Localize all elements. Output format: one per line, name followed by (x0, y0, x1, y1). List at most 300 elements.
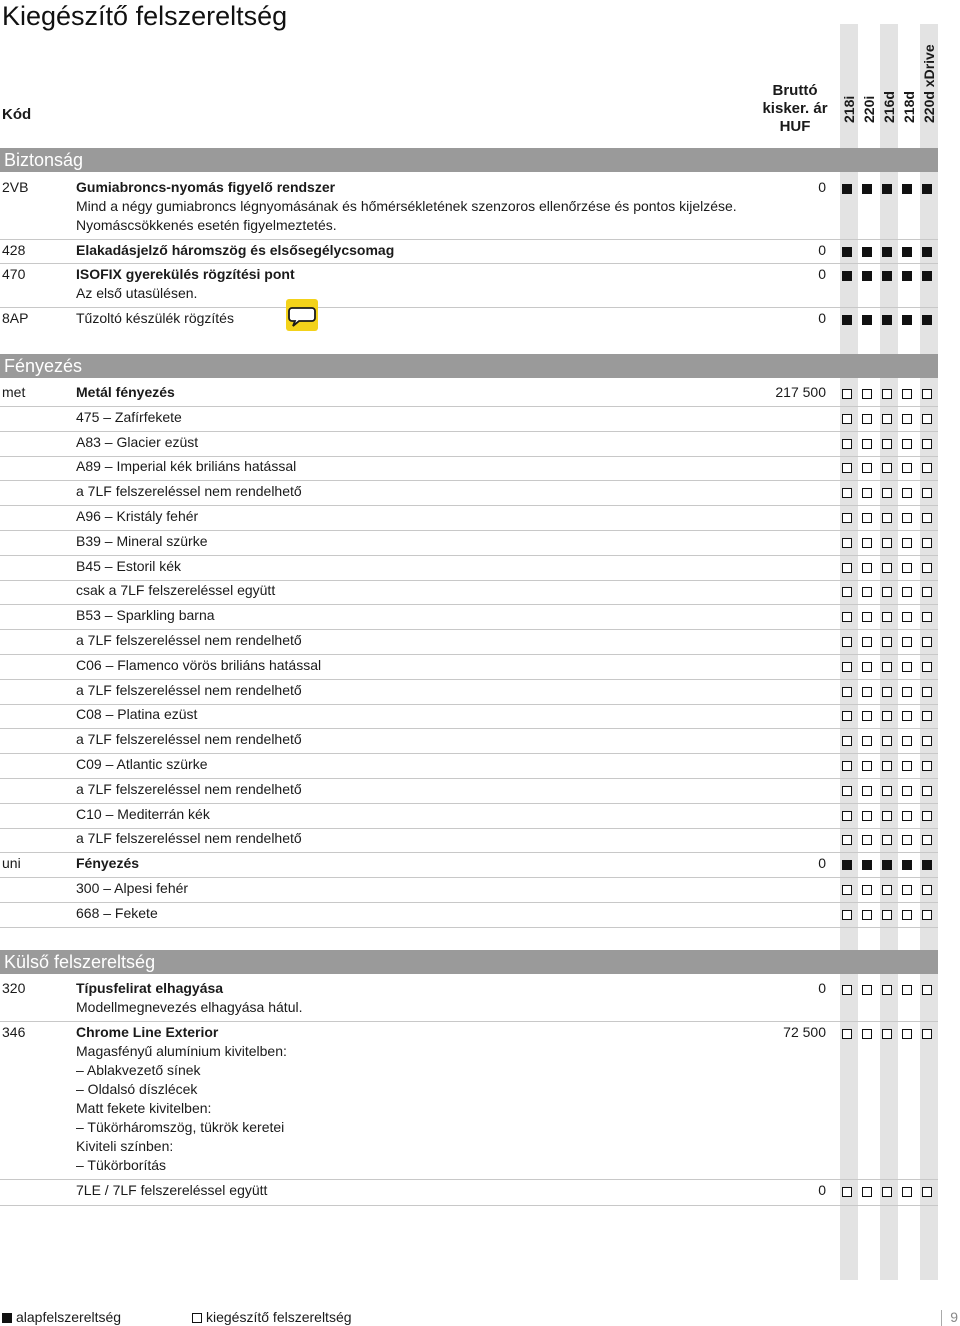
option-price: 0 (818, 310, 826, 326)
option-code: 8AP (2, 310, 29, 326)
option-description (76, 581, 746, 600)
empty-square-icon (862, 488, 872, 498)
filled-square-icon (862, 247, 872, 257)
option-price: 0 (818, 266, 826, 282)
option-description (76, 631, 746, 650)
empty-square-icon (882, 612, 892, 622)
empty-square-icon (862, 538, 872, 548)
empty-square-icon (922, 1029, 932, 1039)
option-name: B39 – Mineral szürke (76, 532, 208, 549)
empty-square-icon (902, 488, 912, 498)
availability-marks (838, 555, 938, 580)
code-column-header: Kód (2, 106, 32, 123)
availability-marks (838, 827, 938, 852)
option-name: Chrome Line Exterior (76, 1024, 219, 1040)
empty-square-icon (882, 563, 892, 573)
availability-marks (838, 977, 938, 1021)
empty-square-icon (902, 389, 912, 399)
option-name: B45 – Estoril kék (76, 557, 182, 574)
empty-square-icon (882, 513, 892, 523)
empty-square-icon (882, 736, 892, 746)
option-price: 0 (818, 1182, 826, 1198)
option-description (76, 979, 746, 1017)
empty-square-icon (842, 662, 852, 672)
empty-square-icon (922, 1187, 932, 1197)
option-code: 428 (2, 242, 26, 258)
option-description (76, 656, 746, 675)
filled-square-icon (922, 860, 932, 870)
empty-square-icon (922, 587, 932, 597)
filled-square-icon (922, 315, 932, 325)
option-name: C08 – Platina ezüst (76, 706, 198, 723)
option-price: 0 (818, 179, 826, 195)
empty-square-icon (842, 439, 852, 449)
availability-marks (838, 1179, 938, 1205)
filled-square-icon (2, 1313, 12, 1323)
option-code: 346 (2, 1024, 26, 1040)
availability-marks (838, 307, 938, 333)
option-name: Gumiabroncs-nyomás figyelő rendszer (76, 179, 336, 195)
empty-square-icon (842, 1029, 852, 1039)
filled-square-icon (902, 247, 912, 257)
empty-square-icon (882, 439, 892, 449)
empty-square-icon (922, 563, 932, 573)
option-name: a 7LF felszereléssel nem rendelhető (76, 632, 302, 648)
table-row (0, 239, 938, 264)
empty-square-icon (862, 414, 872, 424)
empty-square-icon (882, 687, 892, 697)
empty-square-icon (922, 910, 932, 920)
empty-square-icon (922, 985, 932, 995)
empty-square-icon (922, 711, 932, 721)
table-row (0, 263, 938, 308)
model-header-218i: 218i (841, 95, 857, 123)
availability-marks (838, 480, 938, 505)
empty-square-icon (862, 761, 872, 771)
empty-square-icon (902, 910, 912, 920)
empty-square-icon (192, 1313, 202, 1323)
option-detail: – Tükörháromszög, tükrök keretei (76, 1119, 285, 1135)
filled-square-icon (922, 247, 932, 257)
empty-square-icon (882, 1029, 892, 1039)
option-description (76, 507, 746, 526)
option-detail: Nyomáscsökkenés esetén figyelmeztetés. (76, 217, 337, 233)
empty-square-icon (842, 637, 852, 647)
empty-square-icon (922, 662, 932, 672)
empty-square-icon (922, 513, 932, 523)
table-row (0, 176, 938, 240)
availability-marks (838, 263, 938, 307)
empty-square-icon (842, 1187, 852, 1197)
empty-square-icon (922, 637, 932, 647)
option-name: a 7LF felszereléssel nem rendelhető (76, 780, 302, 797)
empty-square-icon (842, 910, 852, 920)
availability-marks (838, 239, 938, 263)
option-name: Metál fényezés (76, 384, 175, 400)
empty-square-icon (842, 761, 852, 771)
filled-square-icon (842, 184, 852, 194)
empty-square-icon (902, 662, 912, 672)
option-description (76, 904, 746, 923)
option-detail: – Tükörborítás (76, 1157, 167, 1173)
empty-square-icon (862, 711, 872, 721)
empty-square-icon (842, 538, 852, 548)
availability-marks (838, 1021, 938, 1179)
option-description (76, 805, 746, 824)
option-name: 475 – Zafírfekete (76, 408, 182, 425)
table-row (0, 1179, 938, 1206)
availability-marks (838, 530, 938, 555)
table-row (0, 827, 938, 853)
option-price: 0 (818, 980, 826, 996)
model-header-220i: 220i (861, 95, 877, 123)
option-detail: Matt fekete kivitelben: (76, 1100, 212, 1116)
empty-square-icon (902, 563, 912, 573)
availability-marks (838, 803, 938, 828)
filled-square-icon (902, 315, 912, 325)
availability-marks (838, 902, 938, 927)
empty-square-icon (862, 463, 872, 473)
empty-square-icon (882, 786, 892, 796)
filled-square-icon (842, 271, 852, 281)
availability-marks (838, 579, 938, 604)
empty-square-icon (842, 835, 852, 845)
option-name: A89 – Imperial kék briliáns hatással (76, 458, 297, 475)
option-name: ISOFIX gyerekülés rögzítési pont (76, 266, 295, 282)
filled-square-icon (862, 184, 872, 194)
empty-square-icon (842, 587, 852, 597)
empty-square-icon (882, 1187, 892, 1197)
table-row (0, 406, 938, 432)
empty-square-icon (882, 587, 892, 597)
empty-square-icon (862, 637, 872, 647)
table-row (0, 877, 938, 903)
empty-square-icon (882, 662, 892, 672)
filled-square-icon (902, 860, 912, 870)
empty-square-icon (902, 985, 912, 995)
table-row (0, 530, 938, 556)
empty-square-icon (842, 389, 852, 399)
availability-marks (838, 703, 938, 728)
option-detail: Kiviteli színben: (76, 1138, 174, 1154)
availability-marks (838, 778, 938, 803)
empty-square-icon (862, 985, 872, 995)
option-description (76, 265, 746, 303)
option-description (76, 178, 746, 235)
empty-square-icon (882, 835, 892, 845)
page-title: Kiegészítő felszereltség (2, 1, 288, 31)
empty-square-icon (842, 513, 852, 523)
table-row (0, 703, 938, 729)
table-row (0, 679, 938, 705)
filled-square-icon (842, 315, 852, 325)
option-name: a 7LF felszereléssel nem rendelhető (76, 681, 302, 698)
empty-square-icon (902, 761, 912, 771)
empty-square-icon (842, 736, 852, 746)
empty-square-icon (922, 736, 932, 746)
empty-square-icon (862, 389, 872, 399)
option-description (76, 532, 746, 551)
option-name: a 7LF felszereléssel nem rendelhető (76, 830, 302, 847)
filled-square-icon (882, 271, 892, 281)
empty-square-icon (842, 687, 852, 697)
option-description (76, 755, 746, 774)
section-header: Biztonság (0, 148, 938, 172)
availability-marks (838, 604, 938, 629)
empty-square-icon (882, 811, 892, 821)
table-row (0, 480, 938, 506)
table-row (0, 753, 938, 779)
option-description (76, 408, 746, 427)
option-code: met (2, 384, 26, 400)
empty-square-icon (922, 761, 932, 771)
option-name: C06 – Flamenco vörös briliáns hatással (76, 656, 322, 673)
empty-square-icon (922, 687, 932, 697)
empty-square-icon (862, 687, 872, 697)
option-description (76, 433, 746, 452)
empty-square-icon (882, 885, 892, 895)
empty-square-icon (902, 463, 912, 473)
empty-square-icon (922, 612, 932, 622)
availability-marks (838, 381, 938, 406)
option-price: 217 500 (775, 384, 826, 400)
table-row (0, 431, 938, 457)
table-row (0, 555, 938, 581)
filled-square-icon (862, 860, 872, 870)
empty-square-icon (842, 463, 852, 473)
option-code: 470 (2, 266, 26, 282)
empty-square-icon (882, 637, 892, 647)
table-row (0, 307, 938, 333)
price-column-header (752, 82, 838, 136)
filled-square-icon (902, 184, 912, 194)
filled-square-icon (882, 247, 892, 257)
option-description (76, 854, 746, 873)
option-detail: – Oldalsó díszlécek (76, 1081, 198, 1097)
option-description (76, 681, 746, 700)
model-header-216d: 216d (881, 91, 897, 123)
empty-square-icon (902, 637, 912, 647)
model-header-220d-xdrive: 220d xDrive (921, 44, 937, 123)
empty-square-icon (922, 414, 932, 424)
empty-square-icon (902, 587, 912, 597)
empty-square-icon (862, 885, 872, 895)
footer (0, 1308, 960, 1326)
empty-square-icon (862, 513, 872, 523)
option-code: 320 (2, 980, 26, 996)
empty-square-icon (882, 488, 892, 498)
price-header-line: kisker. ár (762, 100, 828, 117)
availability-marks (838, 877, 938, 902)
option-name: a 7LF felszereléssel nem rendelhető (76, 731, 302, 748)
option-description (76, 482, 746, 501)
empty-square-icon (862, 1029, 872, 1039)
option-description (76, 241, 746, 260)
option-detail: – Ablakvezető sínek (76, 1062, 201, 1078)
empty-square-icon (842, 811, 852, 821)
option-detail: Mind a négy gumiabroncs légnyomásának és hőmérsékletének szenzoros ellenőrzése és pontos kijelzése. (76, 198, 737, 214)
option-description (76, 705, 746, 724)
empty-square-icon (922, 538, 932, 548)
empty-square-icon (862, 563, 872, 573)
empty-square-icon (922, 885, 932, 895)
table-row (0, 629, 938, 655)
empty-square-icon (902, 1029, 912, 1039)
filled-square-icon (882, 860, 892, 870)
empty-square-icon (922, 488, 932, 498)
empty-square-icon (862, 786, 872, 796)
option-description (76, 1023, 746, 1175)
empty-square-icon (902, 538, 912, 548)
filled-square-icon (862, 315, 872, 325)
filled-square-icon (842, 860, 852, 870)
empty-square-icon (902, 786, 912, 796)
page-number-divider (941, 1310, 942, 1326)
section-header: Külső felszereltség (0, 950, 938, 974)
empty-square-icon (882, 985, 892, 995)
table-row (0, 778, 938, 804)
availability-marks (838, 679, 938, 704)
price-header-line: Bruttó (772, 82, 818, 99)
option-name: csak a 7LF felszereléssel együtt (76, 582, 276, 599)
table-row (0, 455, 938, 481)
availability-marks (838, 728, 938, 753)
option-description (76, 780, 746, 799)
table-row (0, 381, 938, 407)
table-row (0, 852, 938, 878)
empty-square-icon (882, 389, 892, 399)
option-price: 0 (818, 855, 826, 872)
empty-square-icon (922, 835, 932, 845)
option-description (76, 1181, 746, 1200)
table-row (0, 728, 938, 754)
availability-marks (838, 629, 938, 654)
option-description (76, 383, 746, 402)
filled-square-icon (862, 271, 872, 281)
empty-square-icon (902, 414, 912, 424)
availability-marks (838, 753, 938, 778)
empty-square-icon (842, 711, 852, 721)
table-row (0, 579, 938, 605)
table-row (0, 1021, 938, 1180)
empty-square-icon (902, 1187, 912, 1197)
empty-square-icon (902, 885, 912, 895)
empty-square-icon (842, 612, 852, 622)
option-description (76, 557, 746, 576)
empty-square-icon (922, 389, 932, 399)
availability-marks (838, 455, 938, 480)
empty-square-icon (862, 587, 872, 597)
option-description (76, 879, 746, 898)
option-name: Elakadásjelző háromszög és elsősegélycsomag (76, 242, 395, 258)
empty-square-icon (902, 711, 912, 721)
empty-square-icon (862, 835, 872, 845)
filled-square-icon (882, 315, 892, 325)
option-description (76, 457, 746, 476)
empty-square-icon (902, 612, 912, 622)
empty-square-icon (842, 488, 852, 498)
table-row (0, 902, 938, 928)
legend-optional: kiegészítő felszereltség (192, 1309, 352, 1325)
option-detail: Modellmegnevezés elhagyása hátul. (76, 999, 303, 1015)
empty-square-icon (882, 463, 892, 473)
availability-marks (838, 852, 938, 877)
price-header-line: HUF (779, 118, 811, 135)
empty-square-icon (862, 439, 872, 449)
option-price: 72 500 (783, 1024, 826, 1040)
empty-square-icon (902, 439, 912, 449)
option-code: uni (2, 855, 21, 872)
speech-bubble-icon (286, 299, 318, 331)
availability-marks (838, 431, 938, 456)
empty-square-icon (902, 736, 912, 746)
empty-square-icon (882, 414, 892, 424)
empty-square-icon (842, 563, 852, 573)
option-name: Típusfelirat elhagyása (76, 980, 224, 996)
empty-square-icon (862, 736, 872, 746)
availability-marks (838, 654, 938, 679)
option-name: C10 – Mediterrán kék (76, 805, 210, 822)
empty-square-icon (902, 513, 912, 523)
table-row (0, 505, 938, 531)
page-number: 9 (950, 1309, 958, 1325)
option-name: a 7LF felszereléssel nem rendelhető (76, 483, 302, 500)
option-name: A96 – Kristály fehér (76, 508, 199, 524)
option-detail: Az első utasülésen. (76, 285, 198, 301)
option-name: B53 – Sparkling barna (76, 607, 215, 624)
option-description (76, 606, 746, 625)
empty-square-icon (902, 687, 912, 697)
empty-square-icon (922, 786, 932, 796)
empty-square-icon (882, 538, 892, 548)
table-row (0, 654, 938, 680)
empty-square-icon (862, 811, 872, 821)
empty-square-icon (842, 786, 852, 796)
option-name: Tűzoltó készülék rögzítés (76, 310, 234, 326)
filled-square-icon (882, 184, 892, 194)
empty-square-icon (842, 414, 852, 424)
empty-square-icon (862, 910, 872, 920)
empty-square-icon (902, 835, 912, 845)
option-name: C09 – Atlantic szürke (76, 756, 208, 772)
option-description (76, 829, 746, 848)
option-name: 300 – Alpesi fehér (76, 880, 189, 896)
empty-square-icon (862, 612, 872, 622)
empty-square-icon (922, 811, 932, 821)
option-code: 2VB (2, 179, 29, 195)
filled-square-icon (902, 271, 912, 281)
empty-square-icon (862, 1187, 872, 1197)
empty-square-icon (882, 910, 892, 920)
option-name: Fényezés (76, 855, 140, 872)
empty-square-icon (862, 662, 872, 672)
filled-square-icon (922, 184, 932, 194)
option-description (76, 309, 746, 328)
empty-square-icon (882, 761, 892, 771)
empty-square-icon (842, 985, 852, 995)
option-price: 0 (818, 242, 826, 258)
availability-marks (838, 505, 938, 530)
table-row (0, 604, 938, 630)
empty-square-icon (902, 811, 912, 821)
option-name: A83 – Glacier ezüst (76, 433, 199, 450)
empty-square-icon (922, 439, 932, 449)
model-header-218d: 218d (901, 91, 917, 123)
filled-square-icon (842, 247, 852, 257)
option-name: 7LE / 7LF felszereléssel együtt (76, 1182, 268, 1198)
empty-square-icon (842, 885, 852, 895)
availability-marks (838, 406, 938, 431)
